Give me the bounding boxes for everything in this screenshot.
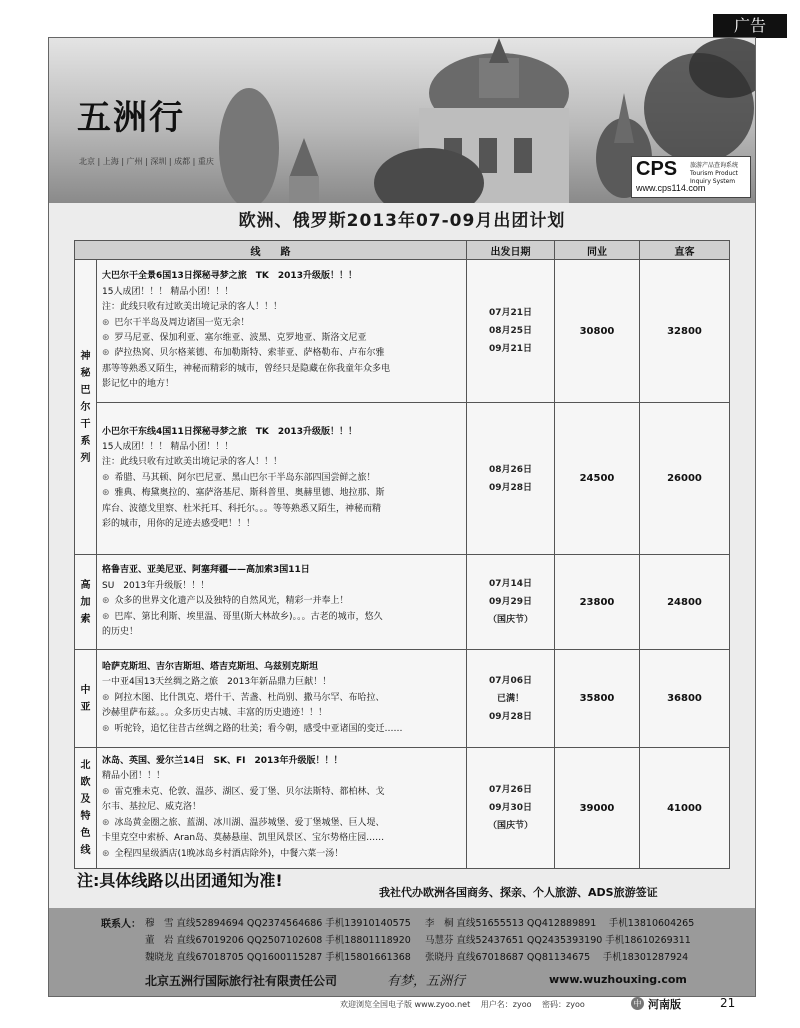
region-cell: 高加索 (75, 555, 97, 650)
direct-price-cell: 32800 (640, 260, 730, 403)
peer-price-cell: 24500 (555, 403, 640, 555)
bullet-icon: ⊛ (102, 348, 110, 359)
departure-date: 07月26日 (488, 785, 533, 795)
bullet-icon: ⊛ (102, 692, 110, 703)
route-line-text: 罗马尼亚、保加利亚、塞尔维亚、波黑、克罗地亚、斯洛文尼亚 (114, 333, 367, 343)
route-line-text: 库台、波德戈里察、杜米托耳、科托尔。。。等等熟悉又陌生，神秘而精 (102, 503, 382, 514)
departure-date: 07月21日 (488, 308, 533, 318)
slogan: 有梦，五洲行 (387, 974, 466, 989)
route-line (102, 300, 461, 315)
route-line-text: 萨拉热窝、贝尔格莱德、布加勒斯特、索菲亚、萨格勒布、卢布尔雅 (114, 348, 385, 359)
bullet-icon: ⊛ (102, 848, 110, 859)
departure-date: 09月21日 (488, 344, 533, 354)
route-line (102, 831, 461, 846)
route-line (102, 346, 461, 361)
plan-title: 欧洲、俄罗斯2013年07-09月出团计划 (238, 211, 566, 231)
departure-date: 07月06日 (488, 675, 533, 686)
region-cell: 中亚 (75, 650, 97, 748)
route-line-text: 阿拉木图、比什凯克、塔什干、苦盏、杜尚别、撒马尔罕、布哈拉、 (114, 692, 385, 703)
route-cell (97, 555, 467, 650)
route-line-text: 15人成团！！！ 精品小团！！！ (102, 441, 234, 452)
route-line (102, 440, 461, 455)
header-date: 出发日期 (467, 241, 555, 260)
bullet-icon: ⊛ (102, 488, 110, 499)
bullet-icon: ⊛ (102, 723, 110, 734)
route-line-text: 小巴尔干东线4国11日探秘寻梦之旅 TK 2013升级版！！！ (102, 426, 357, 437)
route-line-text: SU 2013年升级版！！！ (102, 580, 210, 591)
table-body (75, 260, 730, 869)
table-row (75, 403, 730, 555)
cps-url: www.cps114.com (636, 183, 706, 193)
route-line-text: 影记忆中的地方！ (102, 379, 175, 390)
brand-logo: 五洲行 (77, 98, 185, 138)
route-line (102, 691, 461, 706)
departure-date: 09月29日 (488, 597, 533, 607)
departure-dates-cell (467, 748, 555, 869)
table-row (75, 748, 730, 869)
direct-price-cell: 26000 (640, 403, 730, 555)
route-line-text: 冰岛、英国、爱尔兰14日 SK、FI 2013年升级版！！！ (102, 756, 343, 767)
edition-badge-icon: 中 (631, 997, 644, 1010)
route-line (102, 425, 461, 440)
route-line-text: 尔韦、基拉尼、威克洛！ (102, 802, 202, 813)
departure-date: 07月14日 (488, 579, 533, 589)
peer-price-cell: 30800 (555, 260, 640, 403)
table-row (75, 260, 730, 403)
bullet-icon: ⊛ (102, 817, 110, 828)
route-line-text: 卡里克空中索桥、Aran岛、莫赫悬崖、凯里风景区、宝尔势格庄园…… (102, 833, 385, 844)
route-line-text: 全程四星级酒店(1晚冰岛乡村酒店除外)，中餐六菜一汤！ (114, 848, 344, 859)
departure-dates-cell (467, 260, 555, 403)
direct-price-cell: 36800 (640, 650, 730, 748)
route-line-text: 希腊、马其顿、阿尔巴尼亚、黑山巴尔干半岛东部四国尝鲜之旅！ (114, 472, 376, 483)
route-line-text: 哈萨克斯坦、吉尔吉斯坦、塔吉克斯坦、乌兹别克斯坦 (102, 661, 319, 672)
route-line (102, 563, 461, 578)
route-line (102, 377, 461, 392)
footer-access-info: 欢迎浏览全国电子版 www.zyoo.net 用户名：zyoo 密码：zyoo (340, 1000, 585, 1009)
route-line-text: 沙赫里萨布兹。。。众多历史古城、丰富的历史遗迹！！！ (102, 708, 328, 719)
peer-price-cell: 23800 (555, 555, 640, 650)
header-direct-price: 直客 (640, 241, 730, 260)
route-line-text: 冰岛黄金圈之旅、蓝湖、冰川湖、温莎城堡、爱丁堡城堡、巨人堤、 (114, 817, 385, 828)
route-line-text: 雷克雅未克、伦敦、温莎、湖区、爱丁堡、贝尔法斯特、都柏林、戈 (114, 786, 385, 797)
peer-price-cell: 39000 (555, 748, 640, 869)
cps-logo: CPS (636, 158, 678, 180)
route-line (102, 675, 461, 690)
route-line-text: 格鲁吉亚、亚美尼亚、阿塞拜疆——高加索3国11日 (102, 565, 310, 576)
route-line-text: 众多的世界文化遗产以及独特的自然风光，精彩一并奉上！ (114, 596, 349, 607)
departure-date: （国庆节） (487, 615, 533, 625)
website-link[interactable]: www.wuzhouxing.com (549, 973, 687, 986)
route-line (102, 579, 461, 594)
departure-date: 08月25日 (488, 326, 533, 336)
cps-badge (631, 156, 751, 198)
contact-right-2: 马慧芬 直线52437651 QQ2435393190 手机18610269311 (425, 935, 691, 946)
edition-label: 河南版 (648, 998, 681, 1011)
bullet-icon: ⊛ (102, 472, 110, 483)
route-line (102, 316, 461, 331)
route-line (102, 816, 461, 831)
departure-date: 09月30日 (488, 803, 533, 813)
region-cell: 北欧及特色线 (75, 748, 97, 869)
contact-left-1: 穆 雪 直线52894694 QQ2374564686 手机13910140575 (145, 918, 411, 929)
hero-banner (49, 38, 755, 203)
direct-price-cell: 41000 (640, 748, 730, 869)
departure-date: （国庆节） (487, 821, 533, 831)
company-name: 北京五洲行国际旅行社有限责任公司 (145, 974, 338, 988)
route-line-text: 一中亚4国13天丝绸之路之旅 2013年新品鼎力巨献！！ (102, 677, 332, 688)
route-line (102, 502, 461, 517)
route-line (102, 455, 461, 470)
route-line-text: 注：此线只收有过欧美出境记录的客人！！！ (102, 302, 283, 313)
peer-price-cell: 35800 (555, 650, 640, 748)
route-line (102, 625, 461, 640)
region-cell: 神秘巴尔干系列 (75, 260, 97, 555)
departure-dates-cell (467, 403, 555, 555)
tour-schedule-table (74, 240, 730, 869)
route-line (102, 517, 461, 532)
direct-price-cell: 24800 (640, 555, 730, 650)
table-header-row (75, 241, 730, 260)
table-row (75, 555, 730, 650)
bullet-icon: ⊛ (102, 596, 110, 607)
advertisement-panel (48, 37, 756, 997)
contact-left-2: 董 岩 直线67019206 QQ2507102608 手机18801118920 (145, 935, 411, 946)
route-line-text: 大巴尔干全景6国13日探秘寻梦之旅 TK 2013升级版！！！ (102, 271, 357, 282)
route-line-text: 听驼铃，追忆往昔古丝绸之路的壮美；看今朝，感受中亚诸国的变迁…… (114, 723, 403, 734)
route-cell (97, 748, 467, 869)
route-line (102, 362, 461, 377)
departure-date: 08月26日 (488, 464, 533, 475)
visa-service-text: 我社代办欧洲各国商务、探亲、个人旅游、ADS旅游签证 (379, 886, 658, 899)
bullet-icon: ⊛ (102, 317, 110, 328)
route-line (102, 331, 461, 346)
contact-left-3: 魏晓龙 直线67018705 QQ1600115287 手机15801661368 (145, 952, 411, 963)
brand-cities: 北京 | 上海 | 广州 | 深圳 | 成都 | 重庆 (79, 157, 214, 166)
route-line (102, 471, 461, 486)
route-line-text: 注：此线只收有过欧美出境记录的客人！！！ (102, 457, 283, 468)
route-line-text: 巴库、第比利斯、埃里温、哥里(斯大林故乡)。。。古老的城市，悠久 (114, 611, 383, 622)
contacts-label: 联系人： (101, 919, 141, 930)
route-line-text: 15人成团！！！ 精品小团！！！ (102, 286, 234, 297)
contact-right-1: 李 桐 直线51655513 QQ412889891 手机13810604265 (425, 918, 695, 929)
route-line (102, 769, 461, 784)
route-line (102, 269, 461, 284)
route-line-text: 的历史！ (102, 627, 139, 638)
route-line (102, 486, 461, 501)
route-line (102, 594, 461, 609)
departure-date: 已满！ (496, 693, 524, 704)
route-line (102, 722, 461, 737)
route-line-text: 精品小团！！！ (102, 771, 166, 782)
route-line-text: 那等等熟悉又陌生，神秘而精彩的城市，曾经只是隐藏在你我童年众多电 (102, 363, 391, 374)
header-peer-price: 同业 (555, 241, 640, 260)
route-cell (97, 650, 467, 748)
route-line (102, 706, 461, 721)
route-line-text: 雅典、梅黛奥拉的、塞萨洛基尼、斯科普里、奥赫里德、地拉那、斯 (114, 488, 385, 499)
departure-date: 09月28日 (488, 711, 533, 722)
route-line (102, 785, 461, 800)
page-number: 21 (720, 996, 736, 1010)
contact-right-3: 张晓丹 直线67018687 QQ81134675 手机18301287924 (425, 952, 689, 963)
bullet-icon: ⊛ (102, 611, 110, 622)
route-line (102, 610, 461, 625)
route-line-text: 彩的城市，用你的足迹去感受吧！！！ (102, 519, 256, 530)
bullet-icon: ⊛ (102, 786, 110, 797)
route-cell (97, 403, 467, 555)
route-line (102, 285, 461, 300)
route-line (102, 847, 461, 862)
header-route: 线 路 (75, 241, 467, 260)
cps-subtitle: 旅游产品查询系统 Tourism Product Inquiry System (690, 162, 739, 185)
ad-label: 广告 (713, 14, 787, 38)
route-notice: 注:具体线路以出团通知为准! (77, 871, 283, 890)
table-row (75, 650, 730, 748)
route-line (102, 800, 461, 815)
departure-dates-cell (467, 650, 555, 748)
departure-dates-cell (467, 555, 555, 650)
departure-date: 09月28日 (488, 482, 533, 493)
route-line (102, 754, 461, 769)
route-line (102, 660, 461, 675)
route-cell (97, 260, 467, 403)
bullet-icon: ⊛ (102, 333, 110, 343)
route-line-text: 巴尔干半岛及周边诸国一览无余！ (114, 317, 250, 328)
